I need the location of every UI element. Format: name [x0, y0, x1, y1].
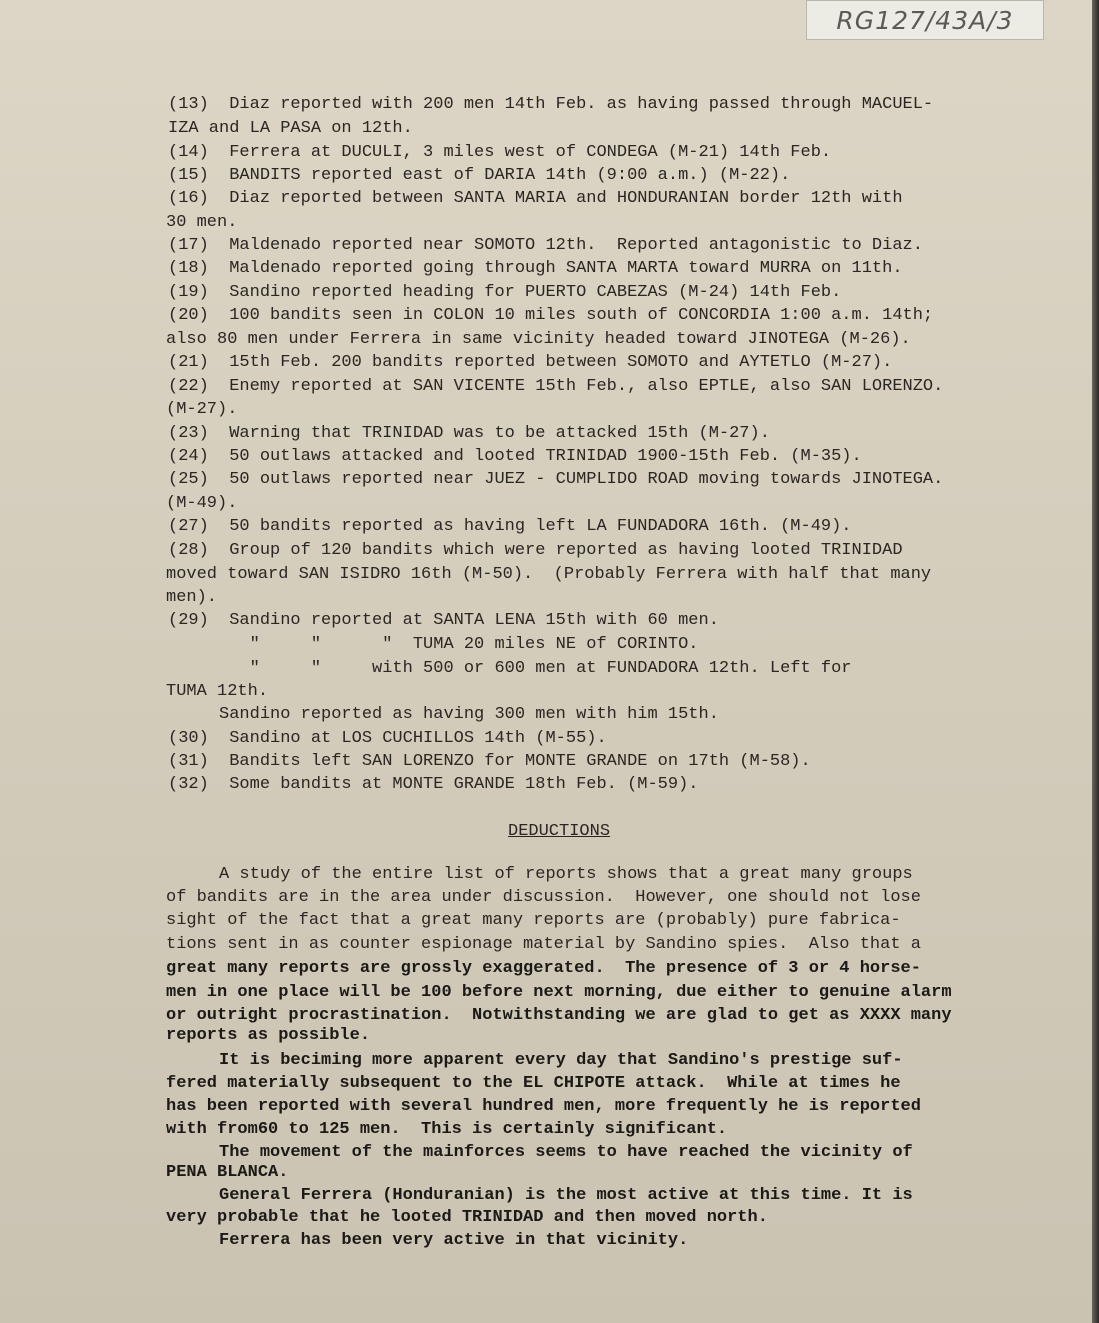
- report-line: " " " TUMA 20 miles NE of CORINTO.: [168, 635, 699, 654]
- report-line: men).: [166, 588, 218, 607]
- report-line: (31) Bandits left SAN LORENZO for MONTE GRANDE on 17th (M-58).: [168, 752, 811, 771]
- report-line: (15) BANDITS reported east of DARIA 14th (9:00 a.m.) (M-22).: [168, 166, 791, 185]
- deduction-line: PENA BLANCA.: [166, 1163, 289, 1182]
- report-line: (24) 50 outlaws attacked and looted TRINIDAD 1900-15th Feb. (M-35).: [168, 447, 862, 466]
- deduction-line: men in one place will be 100 before next morning, due either to genuine alarm: [166, 983, 952, 1002]
- deduction-line: of bandits are in the area under discussion. However, one should not lose: [166, 888, 921, 907]
- report-line: TUMA 12th.: [166, 682, 269, 701]
- report-line: (20) 100 bandits seen in COLON 10 miles south of CONCORDIA 1:00 a.m. 14th;: [168, 306, 934, 325]
- page-edge-shadow: [1092, 0, 1099, 1323]
- deduction-line: sight of the fact that a great many reports are (probably) pure fabrica-: [166, 911, 901, 930]
- report-line: (13) Diaz reported with 200 men 14th Feb. as having passed through MACUEL-: [168, 95, 934, 114]
- report-line: (18) Maldenado reported going through SANTA MARTA toward MURRA on 11th.: [168, 259, 903, 278]
- report-line: (17) Maldenado reported near SOMOTO 12th. Reported antagonistic to Diaz.: [168, 236, 923, 255]
- deduction-line: reports as possible.: [166, 1026, 371, 1045]
- report-line: Sandino reported as having 300 men with him 15th.: [168, 705, 719, 724]
- archive-reference-label: RG127/43A/3: [806, 0, 1044, 40]
- deduction-line: with from60 to 125 men. This is certainly significant.: [166, 1120, 728, 1139]
- deduction-line: very probable that he looted TRINIDAD and then moved north.: [166, 1208, 768, 1227]
- deduction-line: General Ferrera (Honduranian) is the most active at this time. It is: [168, 1186, 913, 1205]
- report-line: (M-27).: [166, 400, 238, 419]
- report-line: (19) Sandino reported heading for PUERTO CABEZAS (M-24) 14th Feb.: [168, 283, 842, 302]
- report-line: also 80 men under Ferrera in same vicinity headed toward JINOTEGA (M-26).: [166, 330, 911, 349]
- report-line: (28) Group of 120 bandits which were reported as having looted TRINIDAD: [168, 541, 903, 560]
- deduction-line: tions sent in as counter espionage material by Sandino spies. Also that a: [166, 935, 921, 954]
- deduction-line: or outright procrastination. Notwithstanding we are glad to get as XXXX many: [166, 1006, 952, 1025]
- report-line: (29) Sandino reported at SANTA LENA 15th with 60 men.: [168, 611, 719, 630]
- report-line: (16) Diaz reported between SANTA MARIA and HONDURANIAN border 12th with: [168, 189, 903, 208]
- report-line: (27) 50 bandits reported as having left LA FUNDADORA 16th. (M-49).: [168, 517, 852, 536]
- report-line: IZA and LA PASA on 12th.: [168, 119, 413, 138]
- deduction-line: A study of the entire list of reports shows that a great many groups: [168, 865, 913, 884]
- deductions-heading: DEDUCTIONS: [508, 822, 611, 841]
- report-line: (32) Some bandits at MONTE GRANDE 18th Feb. (M-59).: [168, 775, 699, 794]
- report-line: 30 men.: [166, 213, 238, 232]
- report-line: moved toward SAN ISIDRO 16th (M-50). (Probably Ferrera with half that many: [166, 565, 932, 584]
- deduction-line: Ferrera has been very active in that vicinity.: [168, 1231, 689, 1250]
- deduction-line: The movement of the mainforces seems to have reached the vicinity of: [168, 1143, 913, 1162]
- report-line: (23) Warning that TRINIDAD was to be attacked 15th (M-27).: [168, 424, 770, 443]
- report-line: (25) 50 outlaws reported near JUEZ - CUMPLIDO ROAD moving towards JINOTEGA.: [168, 470, 944, 489]
- deduction-line: has been reported with several hundred men, more frequently he is reported: [166, 1097, 921, 1116]
- report-line: (30) Sandino at LOS CUCHILLOS 14th (M-55).: [168, 729, 607, 748]
- report-line: (M-49).: [166, 494, 238, 513]
- deduction-line: fered materially subsequent to the EL CHIPOTE attack. While at times he: [166, 1074, 901, 1093]
- deduction-line: It is beciming more apparent every day that Sandino's prestige suf-: [168, 1051, 903, 1070]
- report-line: (14) Ferrera at DUCULI, 3 miles west of CONDEGA (M-21) 14th Feb.: [168, 143, 832, 162]
- deduction-line: great many reports are grossly exaggerated. The presence of 3 or 4 horse-: [166, 959, 921, 978]
- report-line: (22) Enemy reported at SAN VICENTE 15th Feb., also EPTLE, also SAN LORENZO.: [168, 377, 944, 396]
- report-line: (21) 15th Feb. 200 bandits reported between SOMOTO and AYTETLO (M-27).: [168, 353, 893, 372]
- report-line: " " with 500 or 600 men at FUNDADORA 12th. Left for: [168, 659, 852, 678]
